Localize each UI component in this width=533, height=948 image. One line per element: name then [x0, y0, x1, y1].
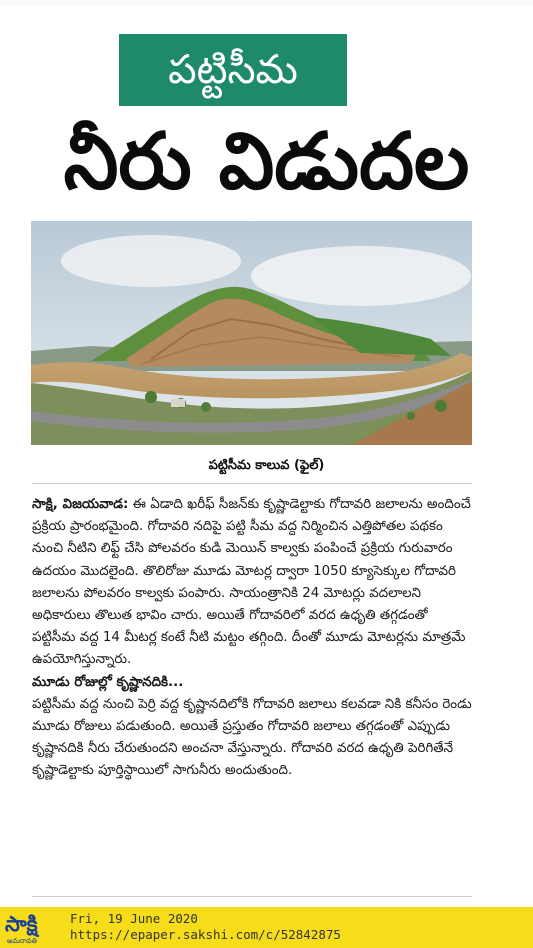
- divider: [32, 483, 472, 484]
- footer-bar: [0, 907, 533, 948]
- subheading: మూడు రోజుల్లో కృష్ణానదికి...: [32, 674, 184, 690]
- dateline: సాక్షి, విజయవాడ:: [32, 497, 129, 512]
- sakshi-logo[interactable]: [5, 912, 65, 944]
- epaper-url-link[interactable]: https://epaper.sakshi.com/c/52842875: [70, 927, 341, 942]
- paragraph-1: [32, 494, 472, 672]
- publication-date: Fri, 19 June 2020: [70, 911, 198, 926]
- logo-text: సాక్షి: [5, 912, 38, 936]
- divider-bottom: [32, 896, 472, 897]
- headline: నీరు విడుదల: [63, 117, 470, 207]
- article-photo: [31, 221, 472, 445]
- page-top-edge: [0, 0, 533, 6]
- logo-subtext: అమరావతి: [7, 937, 37, 945]
- paragraph-2: పట్టిసీమ వద్ద నుంచి పెర్రి వద్ద కృష్ణానదిలోకి గోదావరి జలాలు కలవడా నికి కనీసం రెండు మూడు రోజులు పడుతుంది. అయితే ప్రస్తుతం గోదావరి జలాలు తగ్గడంతో ఎప్పుడు కృష్ణానదికి నీరు చేరుతుందని అంచనా వేస్తున్నారు. గోదావరి వరద ఉధృతి పెరిగితేనే కృష్ణాడెల్టాకు పూర్తిస్థాయిలో సాగునీరు అందుతుంది.: [32, 696, 472, 779]
- photo-caption: పట్టిసీమ కాలువ (ఫైల్‌): [208, 458, 325, 473]
- paragraph-1-text: ఈ ఏడాది ఖరీఫ్‌ సీజన్‌కు కృష్ణాడెల్టాకు గోదావరి జలాలను అందించే ప్రక్రియ ప్రారంభమైంది. గోదావరి నదిపై పట్టి సీమ వద్ద నిర్మించిన ఎత్తిపోతల పథకం నుంచి నీటిని లిఫ్ట్‌ చేసి పోలవరం కుడి మెయిన్‌ కాల్వకు పంపించే ప్రక్రియ గురువారం ఉదయం మొదలైంది. తొలిరోజు మూడు మోటర్ల ద్వారా 1050 క్యూసెక్కుల గోదావరి జలాలను పోలవరం కాల్వకు పంపారు. సాయంత్రానికి 24 మోటర్లు వదలాలని అధికారులు తొలుత భావిం చారు. అయితే గోదావరిలో వరద ఉధృతి తగ్గడంతో పట్టిసీమ వద్ద 14 మీటర్ల కంటే నీటి మట్టం తగ్గింది. దీంతో మూడు మోటర్లను మాత్రమే ఉపయోగిస్తున్నారు.: [32, 497, 471, 668]
- hill-canal-photo: [31, 221, 472, 445]
- section-kicker: పట్టిసీమ: [119, 34, 347, 106]
- article-body: [32, 494, 472, 783]
